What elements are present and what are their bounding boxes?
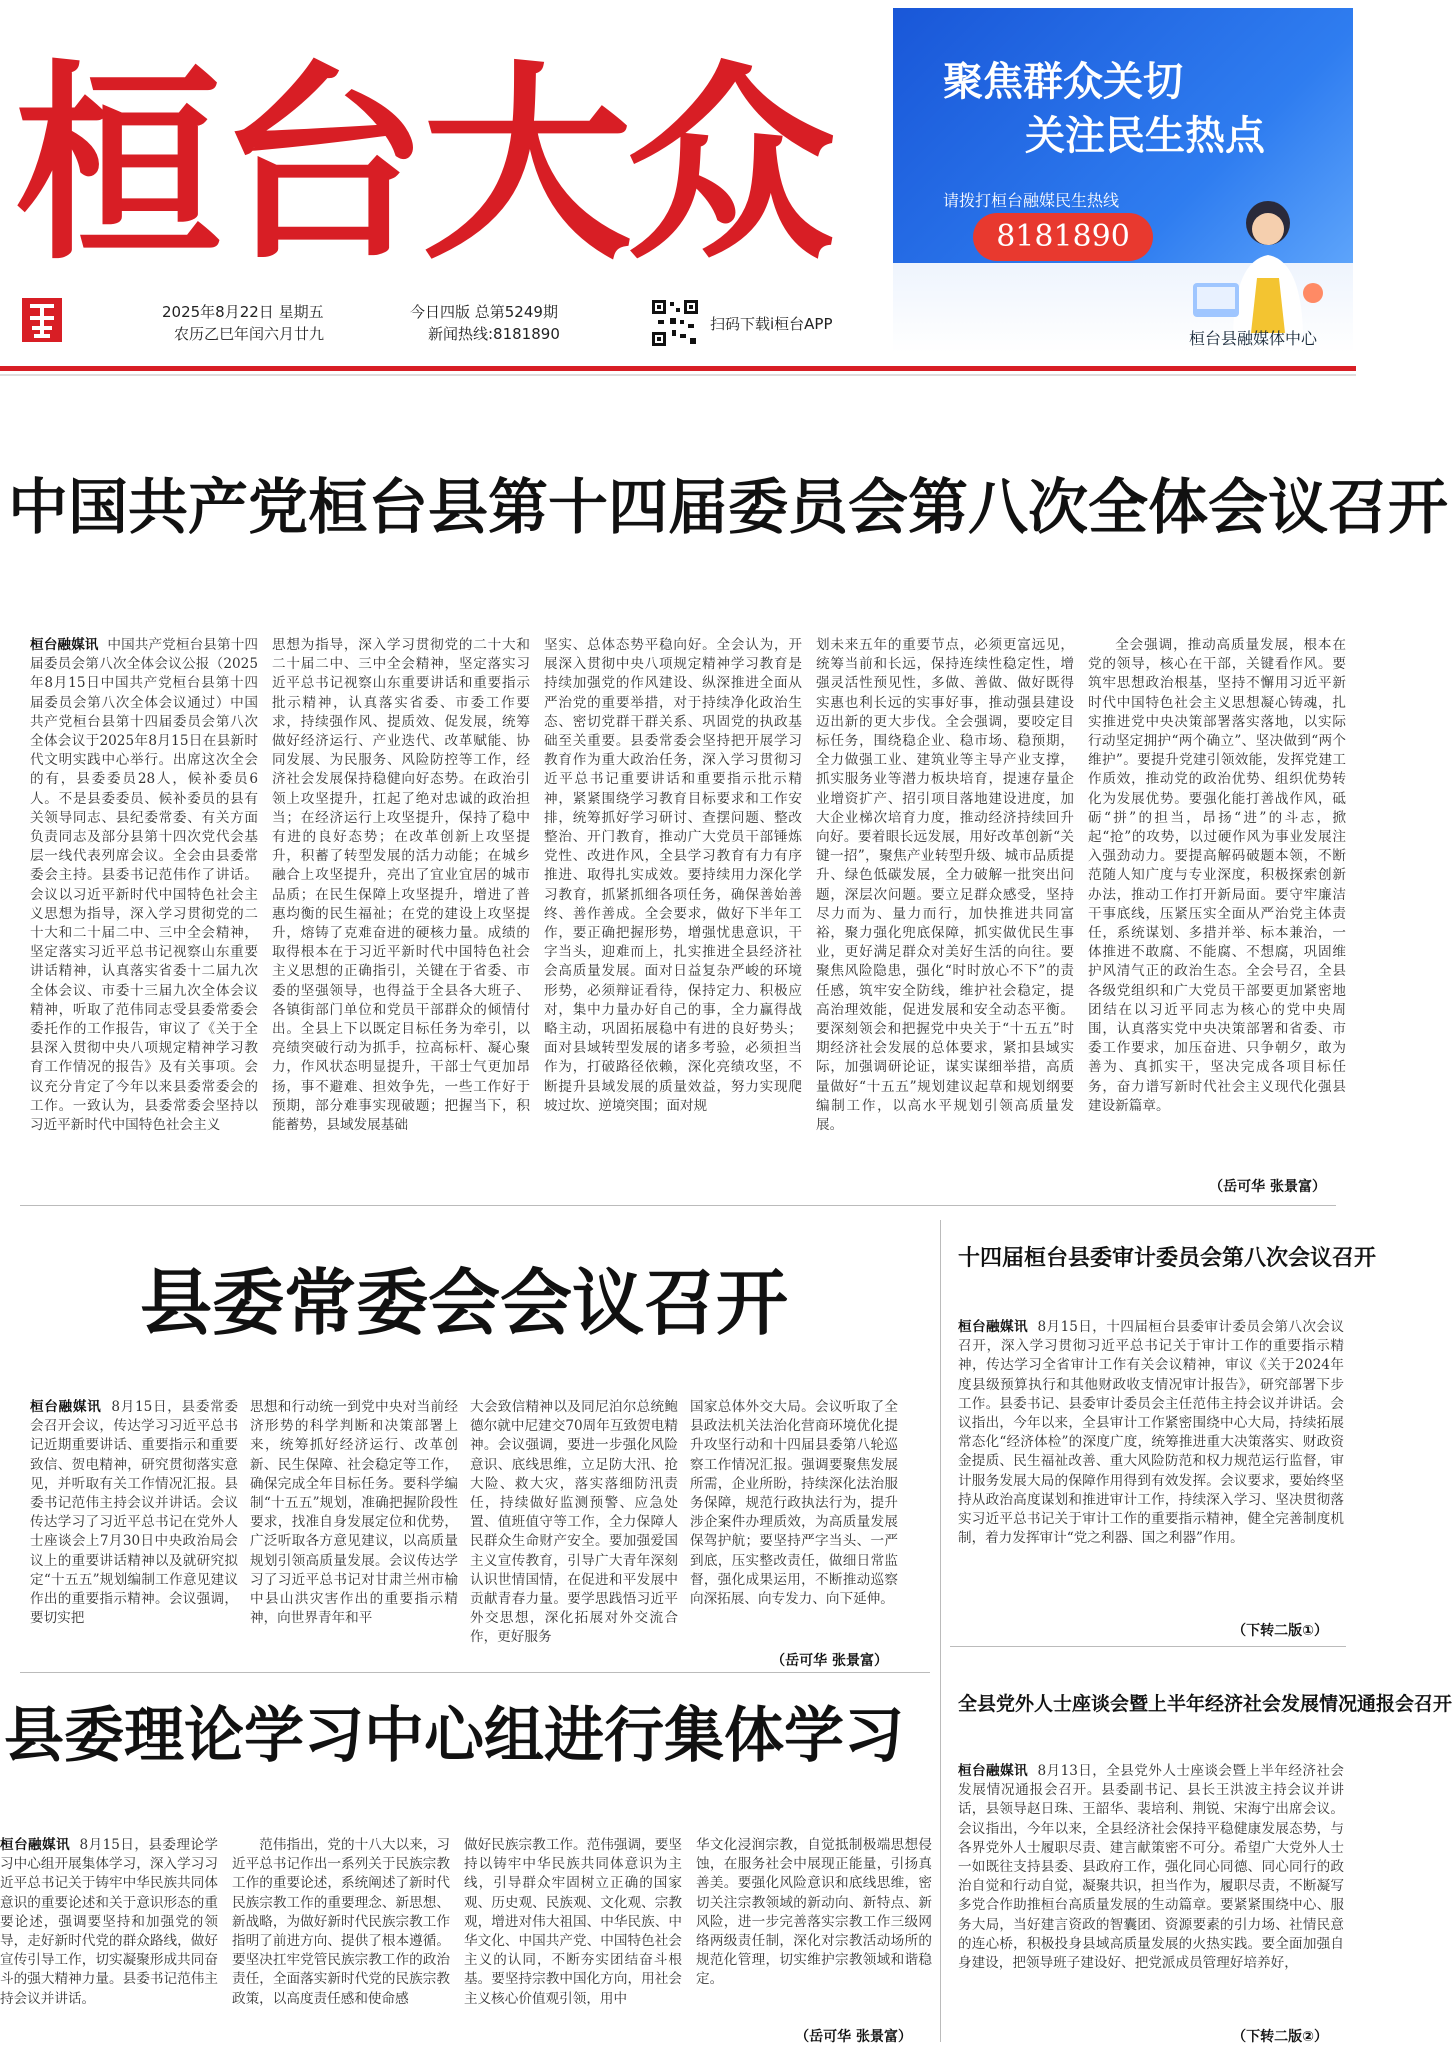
article1-headline[interactable]: 中国共产党桓台县第十四届委员会第八次全体会议召开	[8, 473, 1448, 543]
article1-text-1: 中国共产党桓台县第十四届委员会第八次全体会议公报（2025年8月15日中国共产党桓台县第十四届委员会第八次全体会议通过）中国共产党桓台县第十四届委员会第八次全体会议于2025年8月15日在县新时代文明实践中心举行。出席这次全会的有，县委委员28人，候补委员6人。不是县委委员、候补委员的县有关领导同志、县纪委常委、有关方面负责同志及部分县第十四次党代会基层一线代表列席会议。全会由县委常委会主持。县委书记范伟作了讲话。会议以习近平新时代中国特色社会主义思想为指导，深入学习贯彻党的二十大和二十届二中、三中全会精神，坚定落实习近平总书记视察山东重要讲话精神，认真落实省委十二届九次全体会议、市委十三届九次全体会议精神，听取了范伟同志受县委常委会委托作的工作报告，审议了《关于全县深入贯彻中央八项规定精神学习教育工作情况的报告》及有关事项。会议充分肯定了今年以来县委常委会的工作。一致认为，县委常委会坚持以习近平新时代中国特色社会主义	[30, 637, 258, 1134]
article2-text-3: 大会致信精神以及同尼泊尔总统鲍德尔就中尼建交70周年互致贺电精神。会议强调，要进一步强化风险意识、底线思维，立足防大汛、抢大险、救大灾，落实落细防汛责任，持续做好监测预警、应急处置、值班值守等工作，全力保障人民群众生命财产安全。要加强爱国主义宣传教育，引导广大青年深刻认识世情国情，在促进和平发展中贡献青春力量。要学思践悟习近平外交思想，深化拓展对外交流合作，更好服务	[470, 1399, 678, 1646]
article5-headline[interactable]: 全县党外人士座谈会暨上半年经济社会发展情况通报会召开	[958, 1693, 1452, 1715]
ad-headline-1: 聚焦群众关切	[943, 59, 1183, 105]
article4-text-1: 8月15日，县委理论学习中心组开展集体学习，深入学习习近平总书记关于铸牢中华民族共同体意识的重要论述和关于意识形态的重要论述，强调要坚持和加强党的领导，走好新时代党的群众路线，做好宣传引导工作，切实凝聚形成共同奋斗的强大精神力量。县委书记范伟主持会议并讲话。	[0, 1837, 218, 2007]
article2-headline[interactable]: 县委常委会会议召开	[140, 1260, 789, 1345]
article2-column-3	[470, 1398, 678, 1668]
masthead-title: 桓台大众	[14, 41, 831, 288]
ad-phone-number: 8181890	[973, 213, 1153, 261]
masthead-grey-rule	[0, 374, 1356, 376]
article4-byline: （岳可华 张景富）	[795, 2029, 912, 2045]
article5-continued[interactable]: （下转二版②）	[1232, 2029, 1328, 2045]
news-hotline: 新闻热线:8181890	[428, 325, 560, 343]
article1-column-3	[544, 636, 802, 1196]
article4-source: 桓台融媒讯	[0, 1837, 71, 1853]
article5-source: 桓台融媒讯	[958, 1763, 1029, 1779]
article4-column-2	[232, 1836, 450, 2046]
article3-text: 8月15日，十四届桓台县委审计委员会第八次会议召开，深入学习贯彻习近平总书记关于审计工作的重要指示精神，传达学习全省审计工作有关会议精神，审议《关于2024年度县级预算执行和其他财政收支情况审计报告》，研究部署下步工作。县委书记、县委审计委员会主任范伟主持会议并讲话。会议指出，今年以来，全县审计工作紧密围绕中心大局，持续拓展常态化“经济体检”的深度广度，统筹推进重大决策落实、财政资金提质、民生福祉改善、重大风险防范和权力规范运行监督，审计服务发展大局的保障作用得到有效发挥。会议要求，要始终坚持从政治高度谋划和推进审计工作，持续深入学习、坚决贯彻落实习近平总书记关于审计工作的重要指示精神，健全完善制度机制，着力发挥审计“党之利器、国之利器”作用。	[958, 1319, 1344, 1547]
masthead-red-rule	[0, 366, 1356, 371]
article1-column-4	[816, 636, 1074, 1196]
article5-text: 8月13日，全县党外人士座谈会暨上半年经济社会发展情况通报会召开。县委副书记、县长王洪波主持会议并讲话，县领导赵日珠、王韶华、裴培利、荆锐、宋海宁出席会议。会议指出，今年以来，全县经济社会保持平稳健康发展态势，与各界党外人士履职尽责、建言献策密不可分。希望广大党外人士一如既往支持县委、县政府工作，强化同心同德、同心同行的政治自觉和行动自觉，凝聚共识，担当作为，履职尽责，不断凝写多党合作助推桓台高质量发展的生动篇章。要紧紧围绕中心、服务大局，当好建言资政的智囊团、资源要素的引力场、社情民意的连心桥，积极投身县域高质量发展的火热实践。要全面加强自身建设，把领导班子建设好、把党派成员管理好培养好，	[958, 1763, 1344, 1972]
column-divider-vertical	[940, 1220, 941, 2042]
article2-column-1	[30, 1398, 238, 1668]
article4-column-1	[0, 1836, 218, 2046]
article2-text-1: 8月15日，县委常委会召开会议，传达学习习近平总书记近期重要讲话、重要指示和重要致信、贺电精神，研究贯彻落实意见，并听取有关工作情况汇报。县委书记范伟主持会议并讲话。会议传达学习了习近平总书记在党外人士座谈会上7月30日中央政治局会议上的重要讲话精神以及就研究拟定“十五五”规划编制工作意见建议作出的重要指示精神。会议强调，要切实把	[30, 1399, 238, 1627]
article3-body	[958, 1318, 1344, 1618]
app-download-text[interactable]: 扫码下载i桓台APP	[710, 315, 833, 333]
article2-byline: （岳可华 张景富）	[771, 1653, 888, 1669]
section-divider-3	[950, 1646, 1346, 1647]
article4-column-3	[464, 1836, 682, 2046]
article1-column-2	[272, 636, 530, 1196]
article2-column-2	[250, 1398, 458, 1668]
newspaper-logo-icon	[22, 298, 62, 342]
article5-body	[958, 1762, 1344, 2024]
article3-headline[interactable]: 十四届桓台县委审计委员会第八次会议召开	[958, 1245, 1377, 1271]
lunar-date: 农历乙巳年闰六月廿九	[174, 325, 325, 343]
article1-text-3: 坚实、总体态势平稳向好。全会认为，开展深入贯彻中央八项规定精神学习教育是持续加强党的作风建设、纵深推进全面从严治党的重要举措，对于持续净化政治生态、密切党群干群关系、巩固党的执政基础至关重要。县委常委会坚持把开展学习教育作为重大政治任务，深入学习贯彻习近平总书记重要讲话和重要指示批示精神，紧紧围绕学习教育目标要求和工作安排，统筹抓好学习研讨、查摆问题、整改整治、开门教育，推动广大党员干部锤炼党性、改进作风，全县学习教育有力有序推进、取得扎实成效。要持续用力深化学习教育，抓紧抓细各项任务，确保善始善终、善作善成。全会要求，做好下半年工作，要正确把握形势，增强忧患意识，干字当头，迎难而上，扎实推进全县经济社会高质量发展。面对日益复杂严峻的环境形势，必须辩证看待，保持定力、积极应对，集中力量办好自己的事，全力赢得战略主动，巩固拓展稳中有进的良好势头；面对县域转型发展的诸多考验，必须担当作为，打破路径依赖，深化亮绩攻坚，不断提升县域发展的质量效益，努力实现爬坡过坎、逆境突围；面对规	[544, 637, 802, 1114]
ad-organization: 桓台县融媒体中心	[1189, 329, 1318, 348]
ad-subtitle: 请拨打桓台融媒民生热线	[943, 191, 1120, 210]
article2-column-4	[690, 1398, 898, 1648]
ad-headline-2: 关注民生热点	[1025, 113, 1265, 159]
article3-continued[interactable]: （下转二版①）	[1232, 1623, 1328, 1639]
article2-text-2: 思想和行动统一到党中央对当前经济形势的科学判断和决策部署上来，统筹抓好经济运行、改革创新、民生保障、社会稳定等工作，确保完成全年目标任务。要科学编制“十五五”规划，准确把握阶段性要求，找准自身发展定位和优势，广泛听取各方意见建议，以高质量规划引领高质量发展。会议传达学习了习近平总书记对甘肃兰州市榆中县山洪灾害作出的重要指示精神，向世界青年和平	[250, 1399, 458, 1627]
article1-byline: （岳可华 张景富）	[1209, 1179, 1326, 1195]
article2-source: 桓台融媒讯	[30, 1399, 102, 1415]
publication-date: 2025年8月22日 星期五	[162, 303, 324, 321]
article4-headline[interactable]: 县委理论学习中心组进行集体学习	[4, 1701, 904, 1771]
article1-source: 桓台融媒讯	[30, 637, 99, 653]
article4-text-4: 华文化浸润宗教，自觉抵制极端思想侵蚀，在服务社会中展现正能量，引扬真善美。要强化风险意识和底线思维，密切关注宗教领域的新动向、新特点、新风险，进一步完善落实宗教工作三级网络两级责任制，深化对宗教活动场所的规范化管理，切实维护宗教领域和谐稳定。	[696, 1837, 932, 1988]
article2-text-4: 国家总体外交大局。会议听取了全县政法机关法治化营商环境优化提升攻坚行动和十四届县委第八轮巡察工作情况汇报。强调要聚焦发展所需，企业所盼，持续深化法治服务保障，规范行政执法行为，提升涉企案件办理质效，为高质量发展保驾护航；要坚持严字当头、一严到底，压实整改责任，做细日常监督，强化成果运用，不断推动巡察向深拓展、向专发力、向下延伸。	[690, 1399, 898, 1608]
section-divider-2	[20, 1672, 930, 1673]
qr-code-icon[interactable]	[650, 298, 700, 348]
hotline-advertisement[interactable]	[893, 8, 1353, 353]
article4-text-2: 范伟指出，党的十八大以来，习近平总书记作出一系列关于民族宗教工作的重要论述，系统阐述了新时代民族宗教工作的重要理念、新思想、新战略，为做好新时代民族宗教工作指明了前进方向、提供了根本遵循。要坚决扛牢党管民族宗教工作的政治责任，全面落实新时代党的民族宗教政策，以高度责任感和使命感	[232, 1837, 450, 2007]
edition-info: 今日四版 总第5249期	[410, 303, 558, 321]
article1-column-1	[30, 636, 258, 1196]
article1-text-5: 全会强调，推动高质量发展，根本在党的领导，核心在干部，关键看作风。要筑牢思想政治根基，坚持不懈用习近平新时代中国特色社会主义思想凝心铸魂，扎实推进党中央决策部署落实落地，以实际行动坚定拥护“两个确立”、坚决做到“两个维护”。要提升党建引领效能，发挥党建工作质效，推动党的政治优势、组织优势转化为发展优势。要强化能打善战作风，砥砺“拼”的担当，昂扬“进”的斗志，掀起“抢”的攻势，以过硬作风为事业发展注入强劲动力。要提高解码破题本领，不断范随人知广度与专业深度，积极探索创新办法，推动工作打开新局面。要守牢廉洁干事底线，压紧压实全面从严治党主体责任，系统谋划、多措并举、标本兼治，一体推进不敢腐、不能腐、不想腐，巩固维护风清气正的政治生态。全会号召，全县各级党组织和广大党员干部要更加紧密地团结在以习近平同志为核心的党中央周围，认真落实党中央决策部署和省委、市委工作要求，加压奋进、只争朝夕，敢为善为、真抓实干，坚决完成各项目标任务，奋力谱写新时代社会主义现代化强县建设新篇章。	[1088, 637, 1346, 1114]
article1-text-2: 思想为指导，深入学习贯彻党的二十大和二十届二中、三中全会精神，坚定落实习近平总书记视察山东重要讲话和重要指示批示精神，认真落实省委、市委工作要求，持续强作风、提质效、促发展，统筹做好经济运行、产业迭代、改革赋能、协同发展、为民服务、风险防控等工作，经济社会发展保持稳健向好态势。在政治引领上攻坚提升，扛起了绝对忠诚的政治担当；在经济运行上攻坚提升，保持了稳中有进的良好态势；在改革创新上攻坚提升，积蓄了转型发展的活力动能；在城乡融合上攻坚提升，亮出了宜业宜居的城市品质；在民生保障上攻坚提升，增进了普惠均衡的民生福祉；在党的建设上攻坚提升，熔铸了克难奋进的硬核力量。成绩的取得根本在于习近平新时代中国特色社会主义思想的正确指引，关键在于省委、市委的坚强领导，也得益于全县各大班子、各镇街部门单位和党员干部群众的倾情付出。全县上下以既定目标任务为牵引，以亮绩突破行动为抓手，拉高标杆、凝心聚力，作风状态明显提升，干部士气更加昂扬，事不避难、担效争先，一些工作好于预期，部分难事实现破题；把握当下，积能蓄势，县域发展基础	[272, 637, 530, 1134]
section-divider-1	[20, 1205, 1336, 1206]
article1-text-4: 划未来五年的重要节点，必须更富远见，统筹当前和长远，保持连续性稳定性，增强灵活性预见性，多做、善做、做好既得实惠也利长远的实事好事，推动强县建设迈出新的更大步伐。全会强调，要咬定目标任务，围绕稳企业、稳市场、稳预期，全力做强工业、建筑业等主导产业支撑，抓实服务业等潜力板块培育，提速存量企业增资扩产、招引项目落地建设进度，加大企业梯次培育力度，推动经济持续回升向好。要着眼长远发展，用好改革创新“关键一招”，聚焦产业转型升级、城市品质提升、绿色低碳发展，全力破解一批突出问题，深层次问题。要立足群众感受，坚持尽力而为、量力而行，加快推进共同富裕，聚力强化兜底保障，抓实做优民生事业，更好满足群众对美好生活的向往。要聚焦风险隐患，强化“时时放心不下”的责任感，筑牢安全防线，维护社会稳定，提高治理效能，促进发展和安全动态平衡。要深刻领会和把握党中央关于“十五五”时期经济社会发展的总体要求，紧扣县域实际，加强调研论证，谋实谋细举措，高质量做好“十五五”规划建议起草和规划纲要编制工作，以高水平规划引领高质量发展。	[816, 637, 1074, 1134]
article4-text-3: 做好民族宗教工作。范伟强调，要坚持以铸牢中华民族共同体意识为主线，引导群众牢固树立正确的国家观、历史观、民族观、文化观、宗教观，增进对伟大祖国、中华民族、中华文化、中国共产党、中国特色社会主义的认同，不断夯实团结奋斗根基。要坚持宗教中国化方向，用社会主义核心价值观引领，用中	[464, 1837, 682, 2007]
article1-column-5	[1088, 636, 1346, 1176]
customer-service-illustration-icon	[1173, 183, 1343, 333]
article4-column-4	[696, 1836, 932, 2024]
article3-source: 桓台融媒讯	[958, 1319, 1029, 1335]
